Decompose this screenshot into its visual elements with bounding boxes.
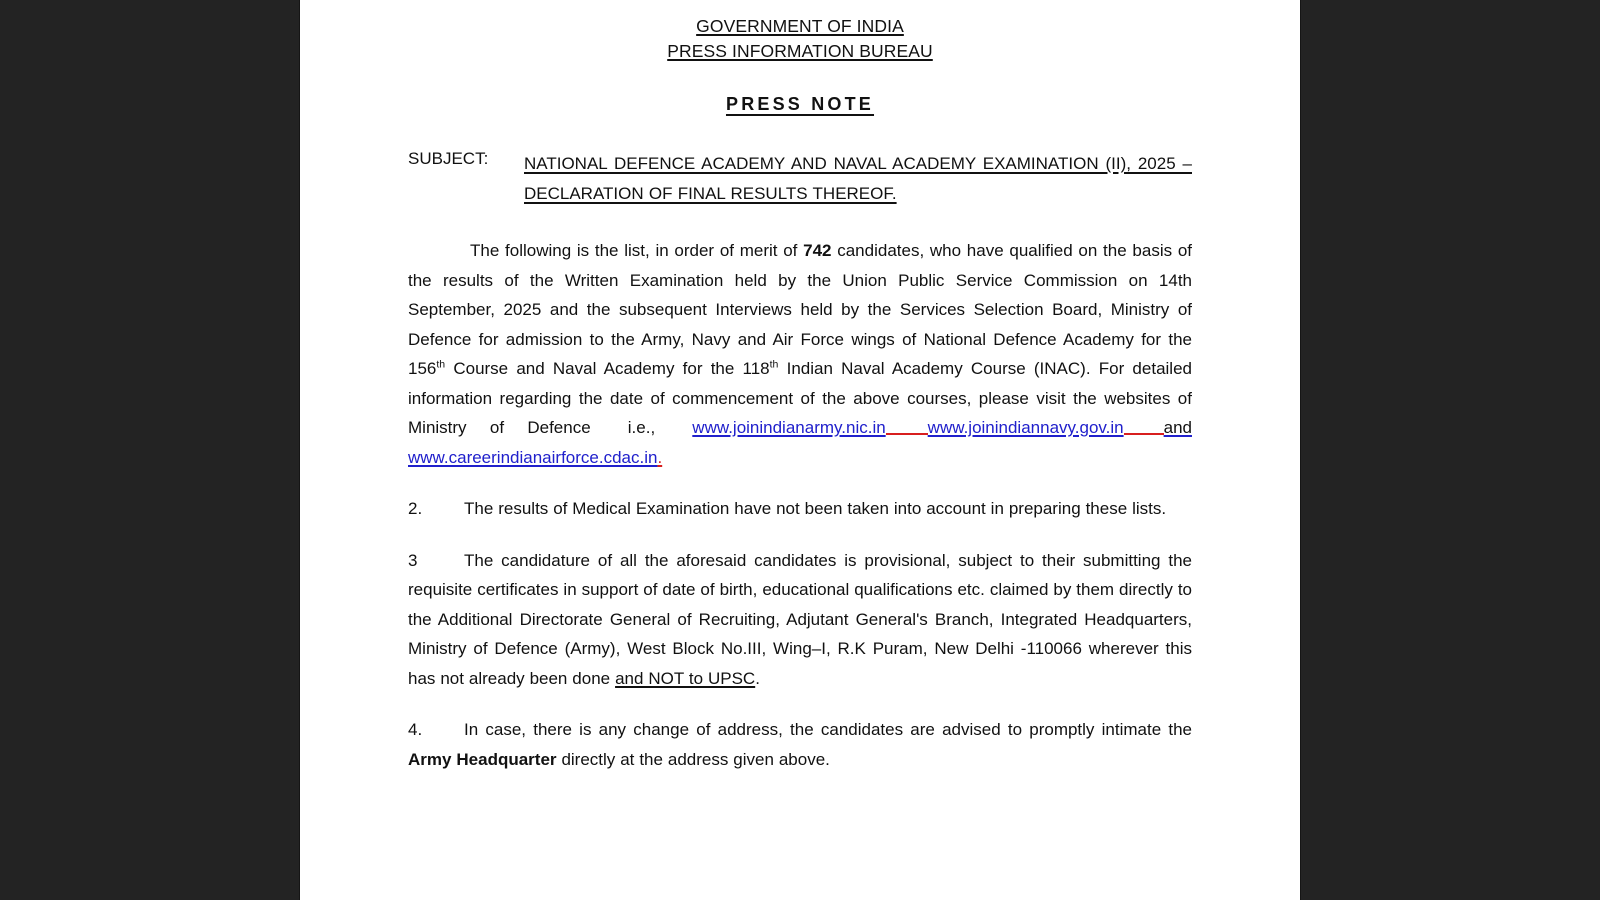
subject-label: SUBJECT: [408,149,489,168]
red-underline-gap-1 [886,418,928,435]
link-join-indian-navy[interactable]: www.joinindiannavy.gov.in [927,418,1124,437]
document-page [300,0,1300,900]
press-note-title: PRESS NOTE [725,94,875,114]
p1-ie-abbrev: i.e., [627,418,656,437]
p1-segment-1: The following is the list, in order of merit of [470,241,804,260]
p1-trailing-dot: . [657,447,663,467]
paragraph-3-underlined-note: and NOT to UPSC [615,668,756,688]
paragraph-4-number: 4. [408,720,423,739]
header-line-bureau: PRESS INFORMATION BUREAU [667,41,933,61]
paragraph-2-number: 2. [408,499,423,518]
page-content [300,0,1300,900]
link-join-indian-army[interactable]: www.joinindianarmy.nic.in [692,418,886,437]
document-header [300,14,1300,64]
nda-course-number: 156 [408,359,437,378]
paragraph-3 [408,546,1192,694]
paragraph-2-text: The results of Medical Examination have not been taken into account in preparing these lists. [464,499,1167,518]
document-body [300,236,1300,774]
header-line-government: GOVERNMENT OF INDIA [696,16,904,36]
p1-conjunction-and: and [1163,418,1192,437]
paragraph-4-segment-1: In case, there is any change of address, the candidates are advised to promptly intimate the [464,720,1192,739]
paragraph-2 [408,494,1192,524]
paragraph-3-text: The candidature of all the aforesaid candidates is provisional, subject to their submitting the requisite certificates in support of date of birth, educational qualifications etc. claimed by them directly to the Additional Directorate General of Recruiting, Adjutant General's Branch, Integrated Headquarters, Ministry of Defence (Army), West Block No.III, Wing–I, R.K Puram, New Delhi -110066 wherever this has not already been done [408,550,1192,688]
paragraph-1 [408,236,1192,472]
p1-segment-3: Course and Naval Academy for the [445,359,743,378]
paragraph-3-number: 3 [408,550,418,570]
subject-row [300,149,1300,208]
army-headquarter-emphasis: Army Headquarter [408,749,557,769]
nda-course-ordinal-suffix: th [436,358,446,371]
inac-course-number: 118 [742,359,770,378]
candidate-count: 742 [803,241,832,260]
paragraph-4 [408,715,1192,774]
red-underline-gap-2 [1124,418,1164,435]
paragraph-3-period: . [755,668,760,688]
p1-segment-2: candidates, who have qualified on the basis of the results of the Written Examination held by the Union Public Service Commission on 14th September, 2025 and the subsequent Interviews held by the Services Selection Board, Ministry of Defence for admission to the Army, Navy and Air Force wings of National Defence Academy for the [408,241,1192,349]
p1-segment-4: Indian Naval Academy Course (INAC). For detailed information regarding the date of commencement of the above courses, please visit the websites of Ministry of Defence [408,359,1192,437]
inac-course-ordinal-suffix: th [769,358,779,371]
link-career-indian-airforce[interactable]: www.careerindianairforce.cdac.in [408,447,658,467]
subject-text: NATIONAL DEFENCE ACADEMY AND NAVAL ACADEMY EXAMINATION (II), 2025 – DECLARATION OF FINAL RESULTS THEREOF. [524,154,1192,203]
paragraph-4-segment-2: directly at the address given above. [556,749,830,769]
